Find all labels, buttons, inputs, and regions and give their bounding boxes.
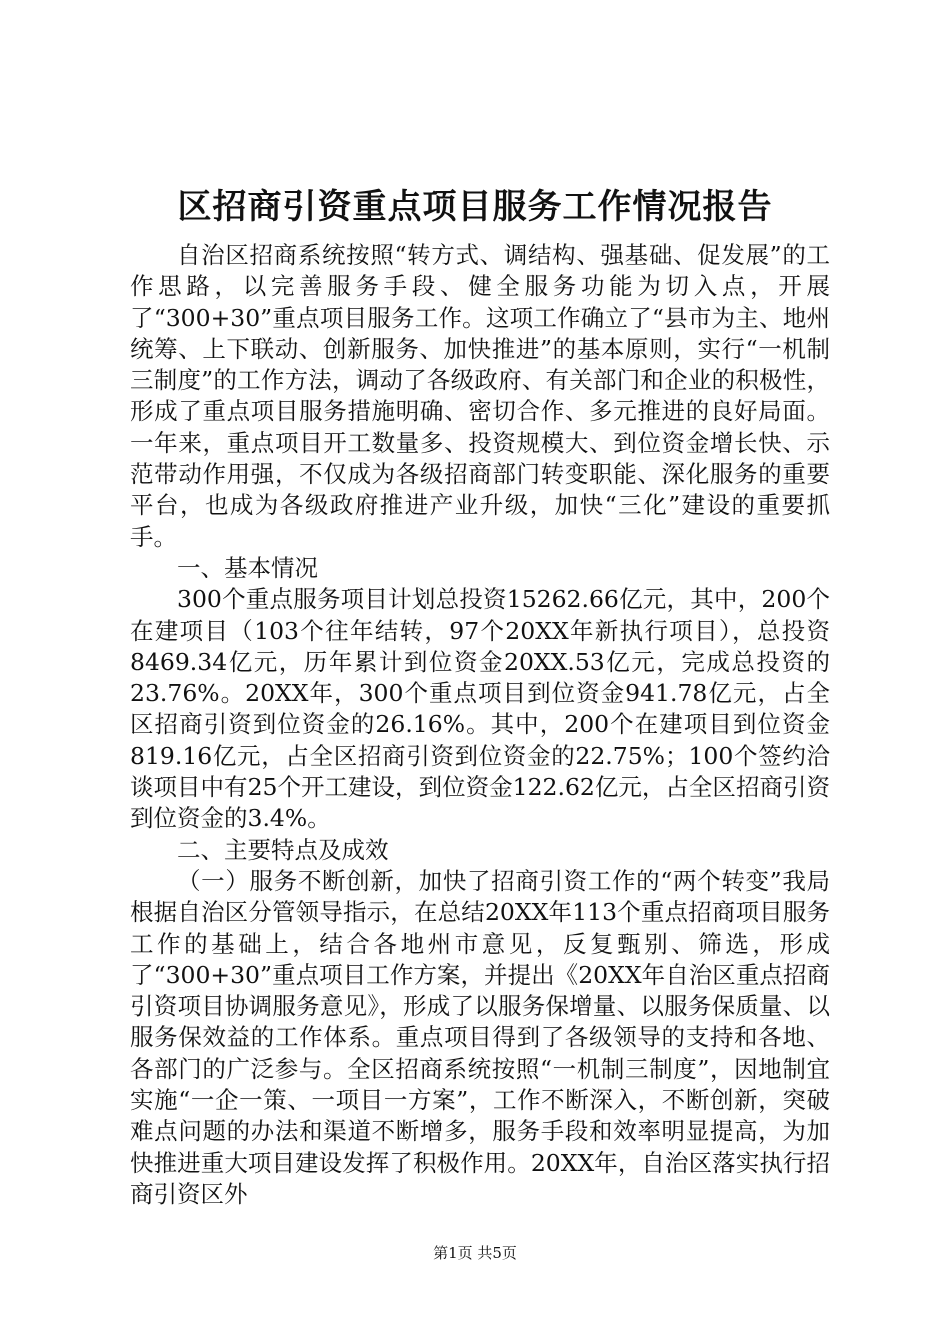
document-body bbox=[130, 240, 830, 1210]
basic-situation-paragraph: 300个重点服务项目计划总投资15262.66亿元，其中，200个在建项目（103个往年结转，97个20XX年新执行项目），总投资8469.34亿元，历年累计到位资金20XX.53亿元，完成总投资的23.76%。20XX年，300个重点项目到位资金941.78亿元，占全区招商引资到位资金的26.16%。其中，200个在建项目到位资金819.16亿元，占全区招商引资到位资金的22.75%；100个签约洽谈项目中有25个开工建设，到位资金122.62亿元，占全区招商引资到位资金的3.4%。 bbox=[130, 585, 830, 833]
page-number-footer: 第1页 共5页 bbox=[433, 1244, 517, 1262]
section-heading-features-results: 二、主要特点及成效 bbox=[177, 835, 389, 864]
section-heading-basic-situation: 一、基本情况 bbox=[177, 553, 318, 582]
page-title: 区招商引资重点项目服务工作情况报告 bbox=[177, 187, 773, 227]
intro-paragraph: 自治区招商系统按照“转方式、调结构、强基础、促发展”的工作思路，以完善服务手段、健全服务功能为切入点，开展了“300+30”重点项目服务工作。这项工作确立了“县市为主、地州统筹、上下联动、创新服务、加快推进”的基本原则，实行“一机制三制度”的工作方法，调动了各级政府、有关部门和企业的积极性，形成了重点项目服务措施明确、密切合作、多元推进的良好局面。一年来，重点项目开工数量多、投资规模大、到位资金增长快、示范带动作用强，不仅成为各级招商部门转变职能、深化服务的重要平台，也成为各级政府推进产业升级，加快“三化”建设的重要抓手。 bbox=[130, 241, 830, 551]
features-results-paragraph: （一）服务不断创新，加快了招商引资工作的“两个转变”我局根据自治区分管领导指示，在总结20XX年113个重点招商项目服务工作的基础上，结合各地州市意见，反复甄别、筛选，形成了“300+30”重点项目工作方案，并提出《20XX年自治区重点招商引资项目协调服务意见》，形成了以服务保增量、以服务保质量、以服务保效益的工作体系。重点项目得到了各级领导的支持和各地、各部门的广泛参与。全区招商系统按照“一机制三制度”，因地制宜实施“一企一策、一项目一方案”，工作不断深入，不断创新，突破难点问题的办法和渠道不断增多，服务手段和效率明显提高，为加快推进重大项目建设发挥了积极作用。20XX年，自治区落实执行招商引资区外 bbox=[130, 866, 830, 1208]
